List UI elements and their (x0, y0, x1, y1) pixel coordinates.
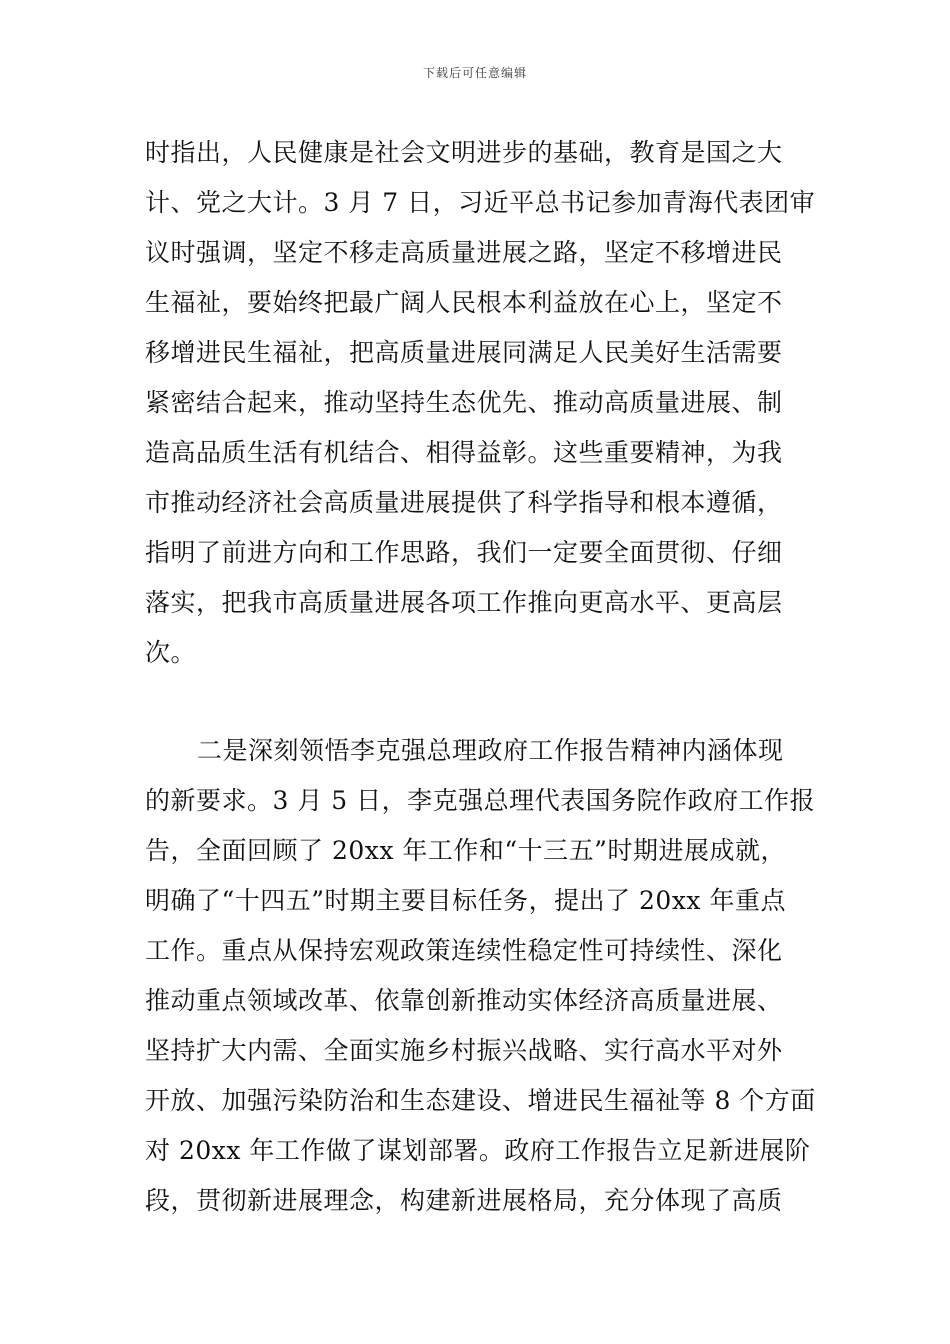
text-line: 的新要求。3 月 5 日，李克强总理代表国务院作政府工作报 (145, 786, 816, 815)
text-line: 指明了前进方向和工作思路，我们一定要全面贯彻、仔细 (145, 538, 783, 567)
document-body (145, 128, 816, 1226)
text-line: 段，贯彻新进展理念，构建新进展格局，充分体现了高质 (145, 1186, 783, 1215)
text-line: 移增进民生福祉，把高质量进展同满足人民美好生活需要 (145, 338, 783, 367)
text-line: 明确了“十四五”时期主要目标任务，提出了 20xx 年重点 (145, 886, 786, 915)
text-line: 时指出，人民健康是社会文明进步的基础，教育是国之大 (145, 138, 783, 167)
paragraph-spacer (145, 678, 810, 726)
text-line: 紧密结合起来，推动坚持生态优先、推动高质量进展、制 (145, 388, 783, 417)
paragraph-2 (145, 726, 816, 1226)
text-line: 坚持扩大内需、全面实施乡村振兴战略、实行高水平对外 (145, 1036, 783, 1065)
text-line: 二是深刻领悟李克强总理政府工作报告精神内涵体现 (197, 736, 784, 765)
text-line: 对 20xx 年工作做了谋划部署。政府工作报告立足新进展阶 (145, 1136, 811, 1165)
text-line: 告，全面回顾了 20xx 年工作和“十三五”时期进展成就， (145, 836, 786, 865)
text-line: 议时强调，坚定不移走高质量进展之路，坚定不移增进民 (145, 238, 783, 267)
text-line: 工作。重点从保持宏观政策连续性稳定性可持续性、深化 (145, 936, 783, 965)
paragraph-1 (145, 128, 816, 678)
page-header: 下载后可任意编辑 (422, 66, 527, 80)
text-line: 落实，把我市高质量进展各项工作推向更高水平、更高层 (145, 588, 783, 617)
text-line: 市推动经济社会高质量进展提供了科学指导和根本遵循， (145, 488, 783, 517)
text-line: 造高品质生活有机结合、相得益彰。这些重要精神，为我 (145, 438, 783, 467)
text-line: 计、党之大计。3 月 7 日，习近平总书记参加青海代表团审 (145, 188, 816, 217)
text-line: 推动重点领域改革、依靠创新推动实体经济高质量进展、 (145, 986, 783, 1015)
text-line: 开放、加强污染防治和生态建设、增进民生福祉等 8 个方面 (145, 1086, 816, 1115)
text-line: 生福祉，要始终把最广阔人民根本利益放在心上，坚定不 (145, 288, 783, 317)
text-line: 次。 (145, 638, 197, 667)
